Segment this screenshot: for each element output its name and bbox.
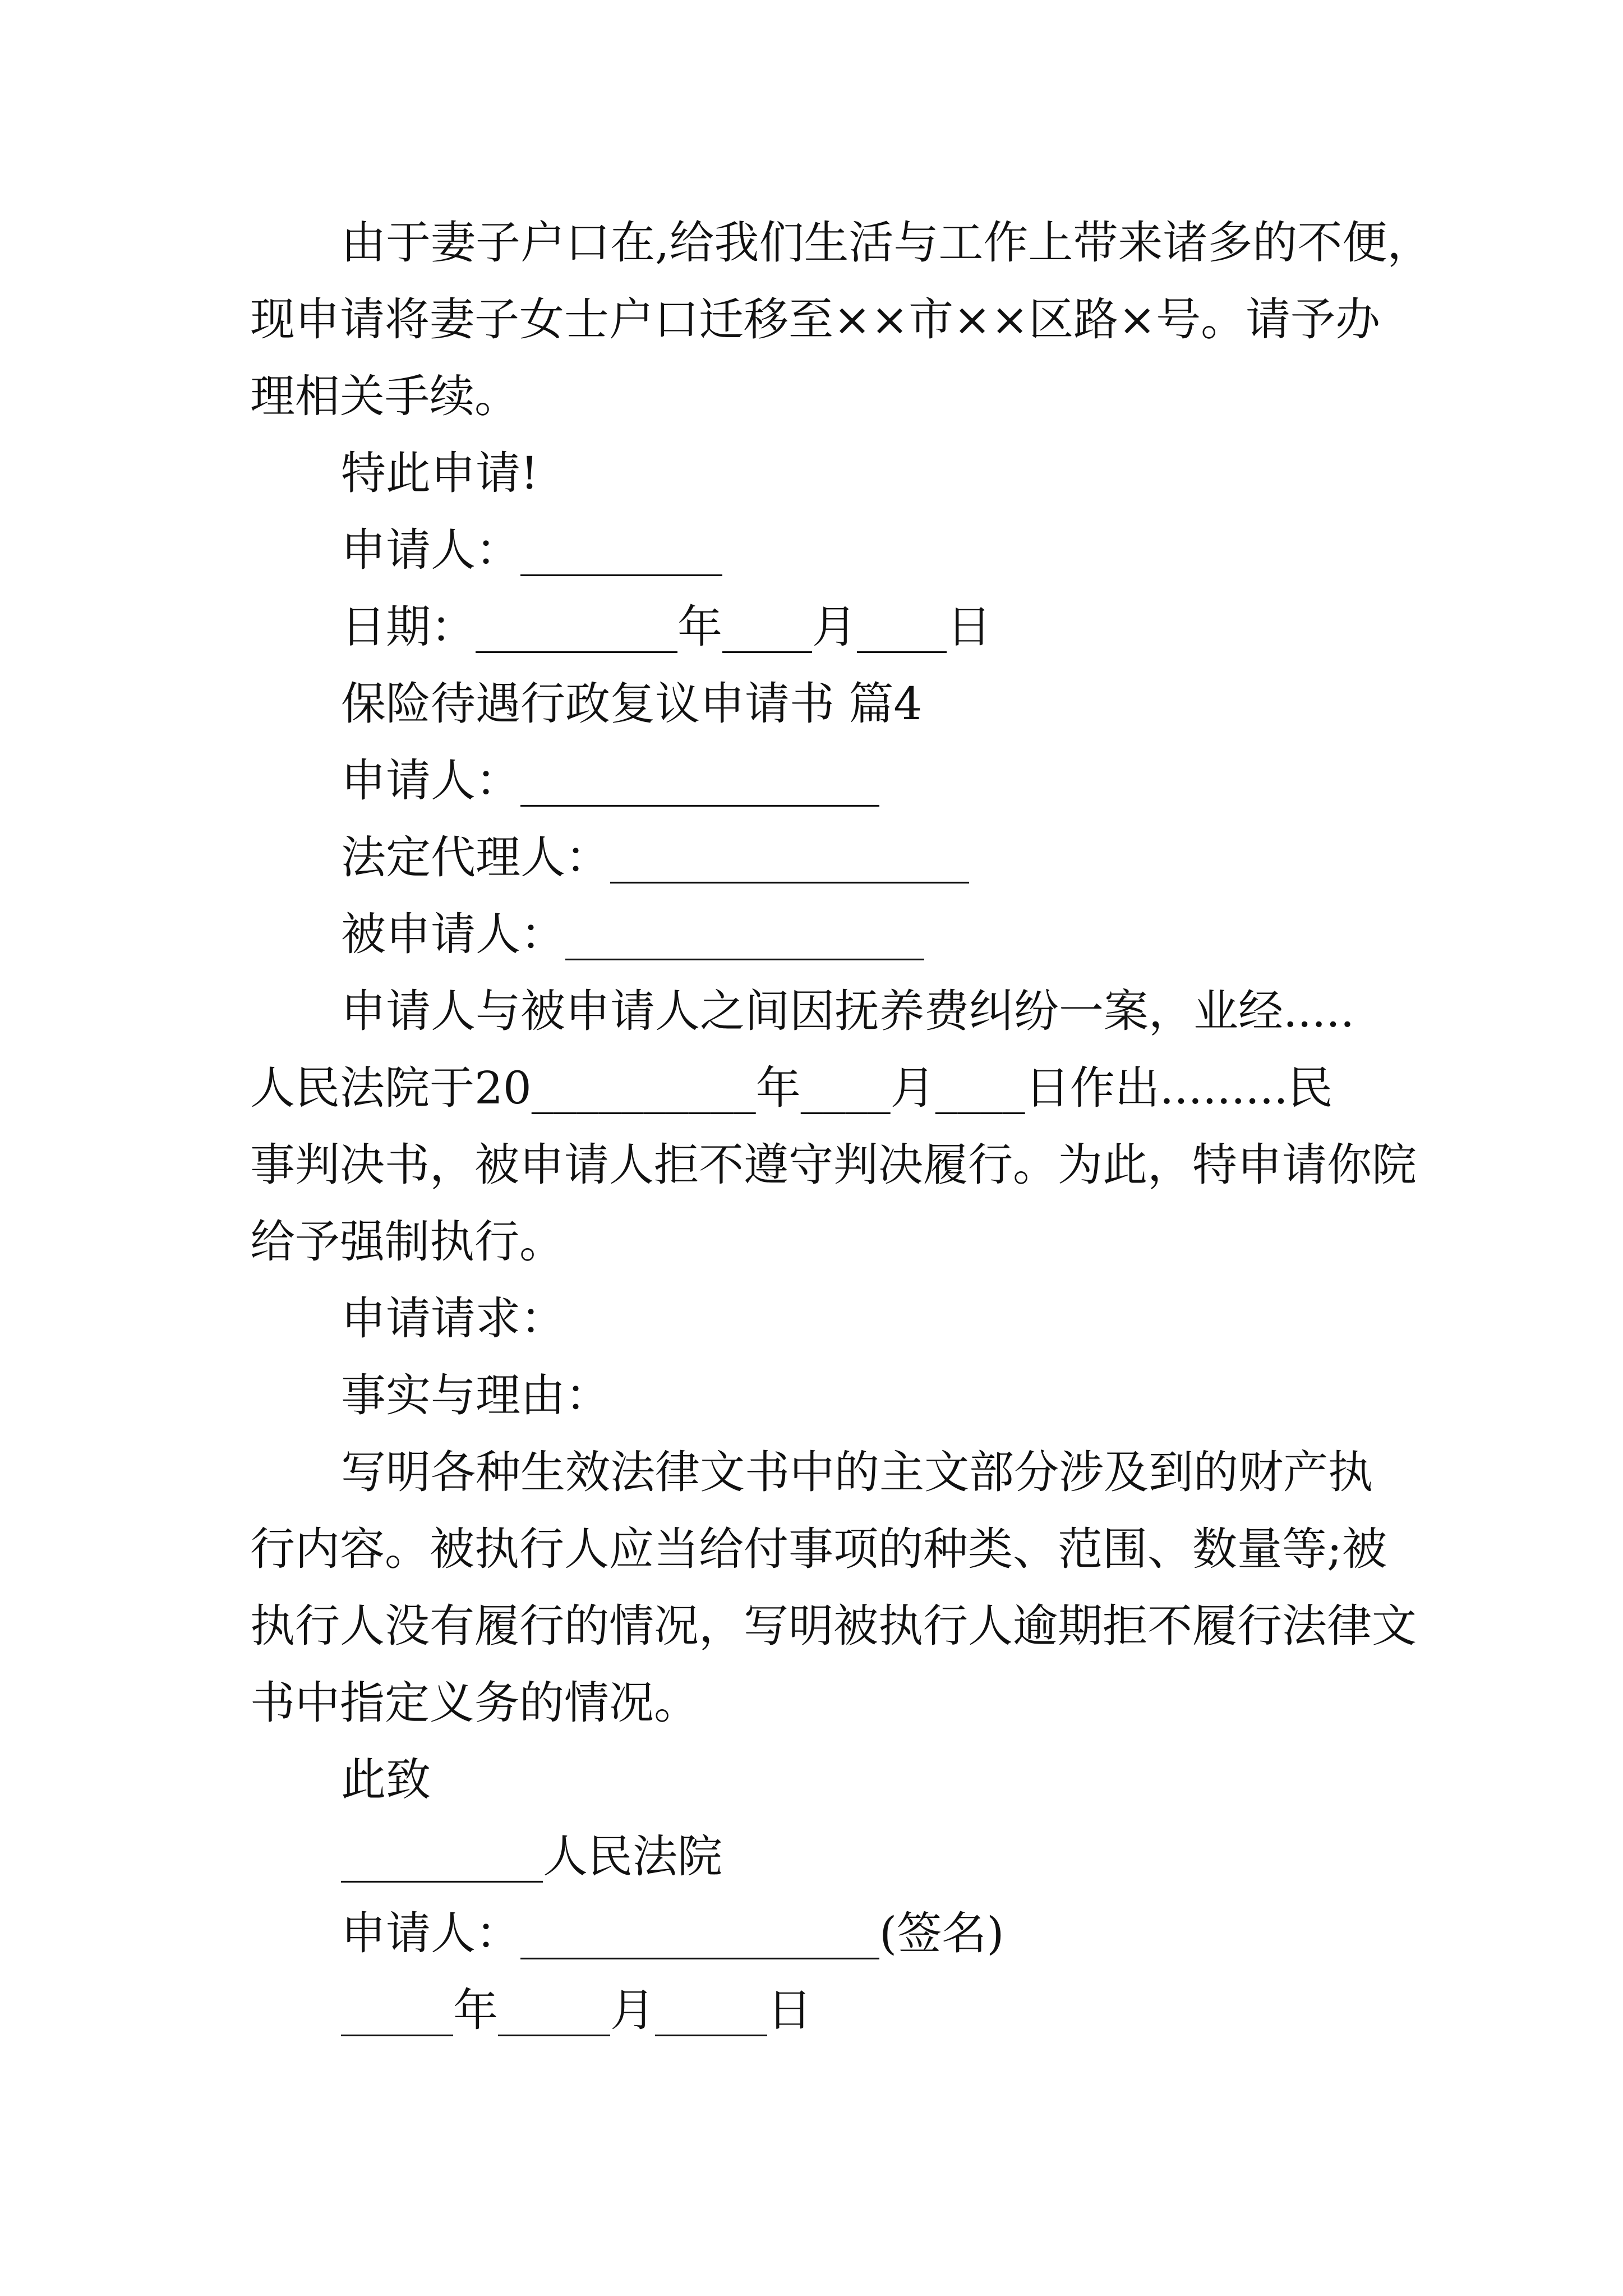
statement-line-4: 给予强制执行。	[250, 1216, 564, 1268]
request-heading: 申请请求：	[341, 1292, 565, 1345]
transfer-body-line-1: 由于妻子户口在,给我们生活与工作上带来诸多的不便，	[341, 217, 1432, 269]
addressee-court-field: _________人民法院	[341, 1830, 722, 1883]
transfer-closing: 特此申请!	[341, 447, 539, 499]
signature-date-field: _____年_____月_____日	[341, 1984, 812, 2036]
applicant-field: 申请人：________________	[341, 754, 879, 807]
transfer-body-line-2: 现申请将妻子女士户口迁移至××市××区路×号。请予办	[250, 293, 1381, 346]
statement-line-2: 人民法院于20__________年____月____日作出.........民	[250, 1062, 1333, 1114]
document-page	[250, 204, 1512, 2049]
transfer-date-field: 日期：_________年____月____日	[341, 601, 992, 653]
transfer-applicant-field: 申请人：_________	[341, 524, 722, 576]
facts-line-4: 书中指定义务的情况。	[250, 1677, 699, 1729]
salutation: 此致	[341, 1754, 431, 1806]
facts-line-2: 行内容。被执行人应当给付事项的种类、范围、数量等;被	[250, 1523, 1387, 1575]
signature-field: 申请人：________________(签名)	[341, 1907, 1004, 1959]
respondent-field: 被申请人：________________	[341, 908, 924, 960]
statement-line-1: 申请人与被申请人之间因抚养费纠纷一案，业经.....	[341, 985, 1355, 1037]
facts-heading: 事实与理由：	[341, 1369, 610, 1421]
transfer-body-line-3: 理相关手续。	[250, 370, 519, 422]
facts-line-3: 执行人没有履行的情况，写明被执行人逾期拒不履行法律文	[250, 1600, 1417, 1652]
statement-line-3: 事判决书，被申请人拒不遵守判决履行。为此，特申请你院	[250, 1139, 1417, 1191]
section-title: 保险待遇行政复议申请书 篇4	[341, 678, 923, 730]
legal-representative-field: 法定代理人：________________	[341, 831, 969, 884]
facts-line-1: 写明各种生效法律文书中的主文部分涉及到的财产执	[341, 1446, 1373, 1498]
